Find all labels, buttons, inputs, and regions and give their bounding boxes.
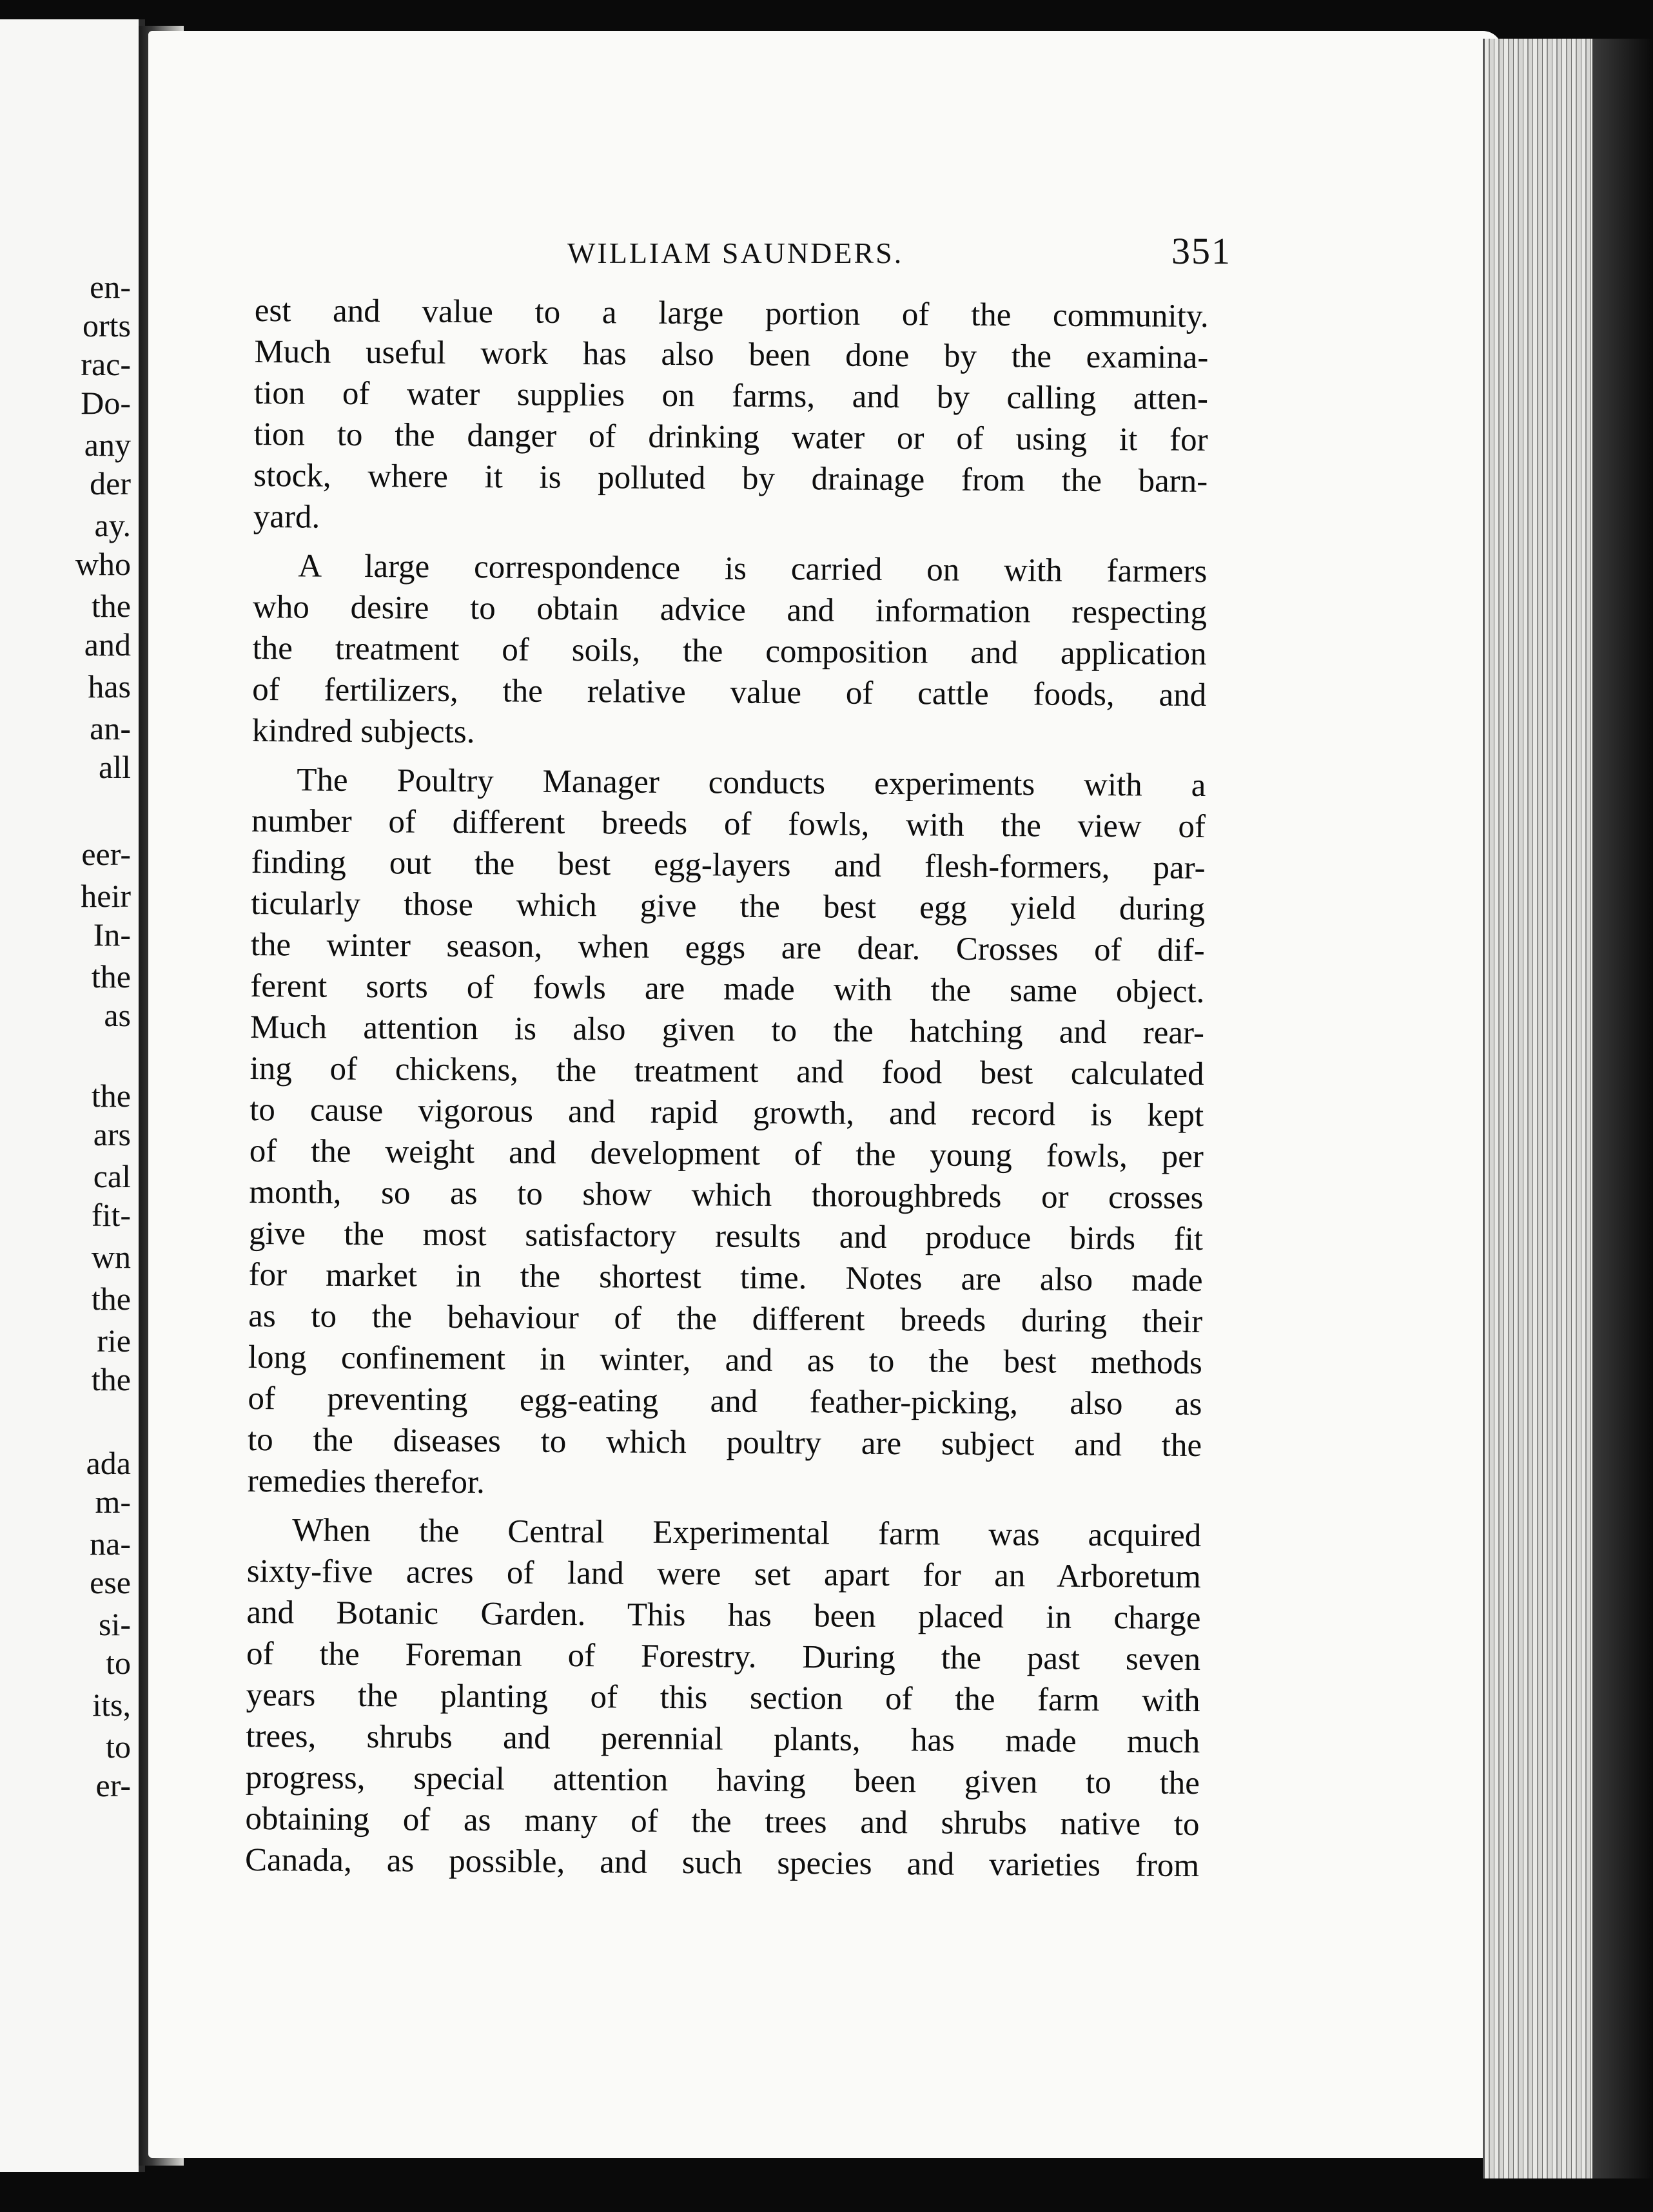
left-page-fragment: orts: [83, 307, 131, 344]
text-line: kindred subjects.: [251, 712, 475, 751]
text-line: Much useful work has also been done by the examina-: [254, 333, 1209, 376]
text-line: to cause vigorous and rapid growth, and record is kept: [249, 1091, 1204, 1134]
text-line: month, so as to show which thoroughbreds or crosses: [249, 1174, 1204, 1217]
left-page-fragment: Do-: [81, 385, 131, 421]
page-header: [567, 229, 1231, 275]
left-facing-page: [0, 19, 145, 2172]
left-page-fragment: na-: [90, 1526, 131, 1562]
text-line: of the weight and development of the young fowls, per: [249, 1132, 1204, 1176]
text-line: ing of chickens, the treatment and food best calculated: [249, 1050, 1204, 1093]
text-line: yard.: [253, 498, 320, 536]
text-line: remedies therefor.: [247, 1462, 485, 1501]
paragraph: [253, 290, 1209, 543]
text-line: stock, where it is polluted by drainage from the barn-: [253, 457, 1208, 500]
text-line: obtaining of as many of the trees and shrubs native to: [245, 1800, 1200, 1843]
text-line: give the most satisfactory results and produce birds fit: [248, 1215, 1204, 1258]
paragraph: [248, 759, 1206, 1508]
left-page-fragment: der: [90, 465, 131, 501]
text-line: trees, shrubs and perennial plants, has made much: [246, 1718, 1200, 1760]
left-page-fragment: rac-: [81, 346, 131, 382]
left-page-fragment: its,: [92, 1687, 131, 1723]
left-page-fragment: the: [91, 1361, 131, 1397]
text-line: of preventing egg-eating and feather-picking, also as: [248, 1380, 1202, 1423]
paragraph: [252, 545, 1208, 757]
text-line: tion of water supplies on farms, and by calling atten-: [253, 374, 1209, 418]
text-line: number of different breeds of fowls, with the view of: [251, 802, 1206, 846]
left-page-fragment: si-: [99, 1606, 131, 1642]
left-page-fragment: to: [106, 1645, 131, 1681]
text-line: finding out the best egg-layers and flesh-formers, par-: [251, 844, 1206, 887]
text-line: ticularly those which give the best egg yield during: [251, 885, 1206, 928]
text-line: as to the behaviour of the different breeds during their: [248, 1297, 1203, 1341]
running-title: WILLIAM SAUNDERS.: [567, 237, 904, 269]
left-page-fragment: any: [84, 427, 131, 463]
text-line: tion to the danger of drinking water or of using it for: [253, 416, 1208, 459]
text-line: of fertilizers, the relative value of cattle foods, and: [252, 671, 1207, 714]
left-page-fragment: heir: [81, 878, 131, 914]
left-page-fragment: ese: [90, 1564, 131, 1600]
text-line: ferent sorts of fowls are made with the same object.: [250, 967, 1205, 1011]
left-page-fragment: as: [104, 997, 131, 1033]
left-page-fragment: rie: [97, 1323, 131, 1359]
left-page-fragment: all: [99, 749, 131, 785]
text-line: for market in the shortest time. Notes are also made: [248, 1256, 1203, 1299]
left-page-fragment: In-: [93, 917, 131, 953]
left-page-fragment: an-: [90, 710, 131, 746]
text-line: of the Foreman of Forestry. During the past seven: [246, 1635, 1201, 1678]
text-line: and Botanic Garden. This has been placed in charge: [246, 1594, 1201, 1637]
left-page-fragment: has: [88, 668, 131, 704]
left-page-fragment: the: [91, 958, 131, 994]
body-text: [245, 290, 1209, 1887]
left-page-fragment: ars: [93, 1116, 131, 1152]
text-line: who desire to obtain advice and information respecting: [252, 588, 1208, 632]
left-page-fragment: and: [84, 626, 131, 663]
text-line: est and value to a large portion of the community.: [254, 292, 1209, 335]
left-page-fragment: en-: [90, 269, 131, 305]
left-page-fragment: to: [106, 1729, 131, 1765]
text-line: When the Central Experimental farm was acquired: [292, 1512, 1202, 1555]
left-page-fragment: ay.: [94, 507, 131, 543]
left-page-fragment: ada: [86, 1445, 131, 1481]
left-page-fragment: fit-: [91, 1197, 131, 1233]
left-page-fragment: the: [91, 1078, 131, 1114]
text-line: progress, special attention having been given to the: [245, 1759, 1200, 1801]
left-page-fragment: who: [75, 546, 131, 582]
text-line: sixty-five acres of land were set apart for an Arboretum: [246, 1553, 1201, 1596]
paragraph: [245, 1509, 1201, 1887]
text-line: long confinement in winter, and as to the best methods: [248, 1339, 1203, 1382]
page-number: 351: [1171, 230, 1231, 272]
left-page-fragment: m-: [95, 1484, 131, 1520]
text-line: to the diseases to which poultry are subject and the: [247, 1421, 1202, 1464]
text-line: A large correspondence is carried on with farmers: [298, 548, 1208, 590]
left-page-fragment: the: [91, 588, 131, 624]
page-edges-shadow: [1592, 39, 1653, 2178]
text-line: the winter season, when eggs are dear. Crosses of dif-: [250, 926, 1205, 969]
left-page-fragment: the: [91, 1281, 131, 1317]
text-line: years the planting of this section of the farm with: [246, 1676, 1200, 1719]
text-line: Much attention is also given to the hatching and rear-: [249, 1009, 1205, 1052]
left-page-fragment: er-: [95, 1767, 131, 1803]
text-line: the treatment of soils, the composition and application: [252, 630, 1207, 673]
left-page-fragment: wn: [91, 1239, 131, 1275]
left-page-fragment: cal: [93, 1158, 131, 1194]
text-line: The Poultry Manager conducts experiments with a: [297, 762, 1206, 804]
text-line: Canada, as possible, and such species and varieties from: [244, 1841, 1200, 1884]
left-page-fragment: eer-: [81, 836, 131, 872]
